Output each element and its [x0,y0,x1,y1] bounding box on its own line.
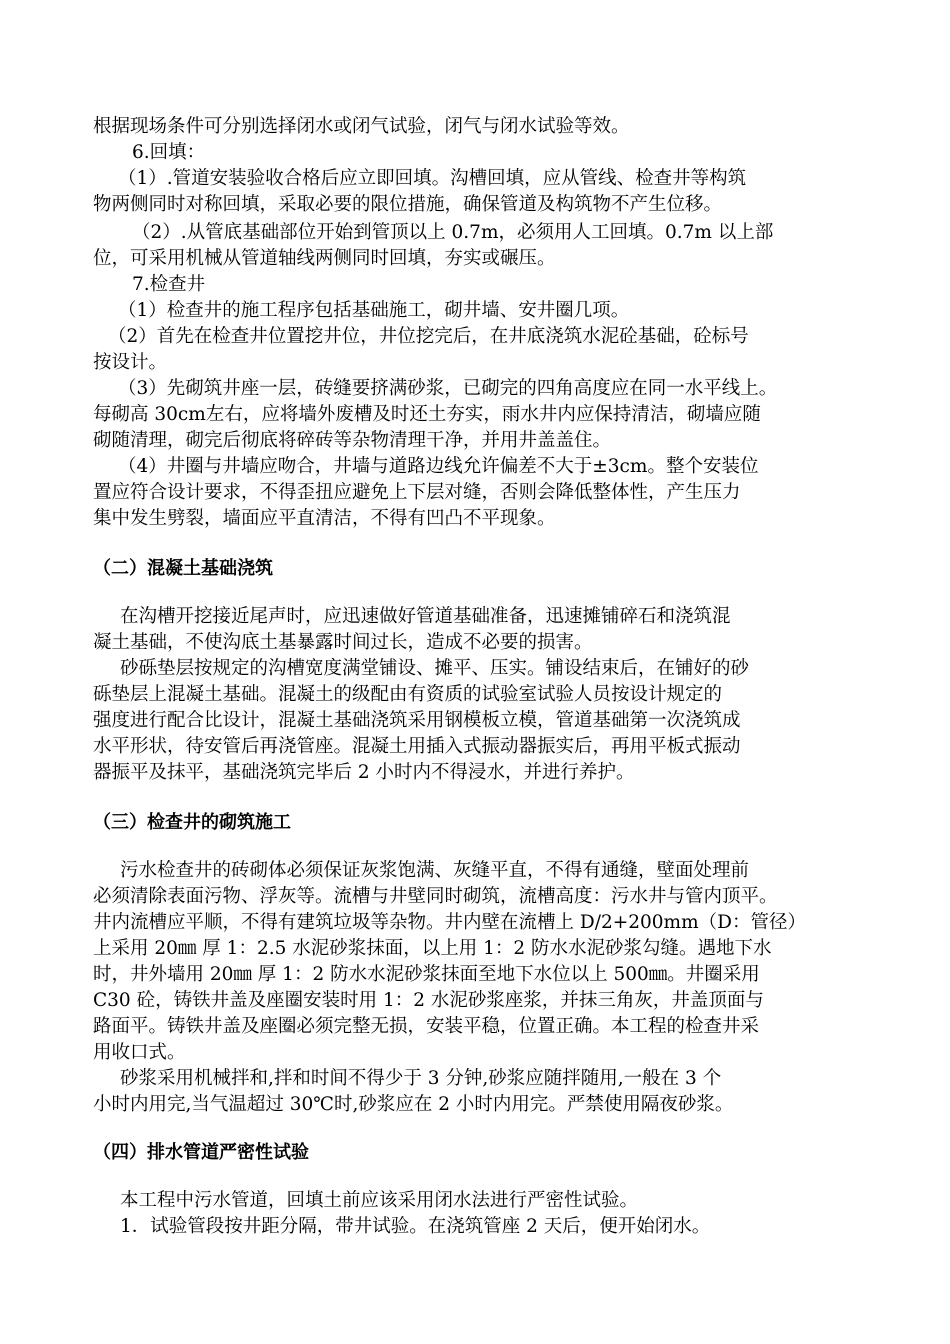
paragraph-line: （1）.管道安装验收合格后应立即回填。沟槽回填，应从管线、检查井等构筑 [118,168,747,189]
paragraph-line: 用收口式。 [93,1042,186,1063]
paragraph-line: 凝土基础，不使沟底土基暴露时间过长，造成不必要的损害。 [93,632,593,653]
paragraph-line: 砂砾垫层按规定的沟槽宽度满堂铺设、摊平、压实。铺设结束后，在铺好的砂 [120,658,750,679]
paragraph-line: （2）.从管底基础部位开始到管顶以上 0.7m，必须用人工回填。0.7m 以上部 [132,222,774,243]
paragraph-line: （4）井圈与井墙应吻合，井墙与道路边线允许偏差不大于±3cm。整个安装位 [118,456,759,477]
paragraph-line: 置应符合设计要求，不得歪扭应避免上下层对缝，否则会降低整体性，产生压力 [93,482,741,503]
paragraph-line: 根据现场条件可分别选择闭水或闭气试验，闭气与闭水试验等效。 [93,116,630,137]
paragraph-line: 按设计。 [93,352,168,373]
paragraph-line: C30 砼，铸铁井盖及座圈安装时用 1：2 水泥砂浆座浆，并抹三角灰，井盖顶面与 [93,990,764,1011]
paragraph-line: 器振平及抹平，基础浇筑完毕后 2 小时内不得浸水，并进行养护。 [93,762,635,783]
paragraph-line: （2）首先在检查井位置挖井位，井位挖完后，在井底浇筑水泥砼基础，砼标号 [108,326,749,347]
paragraph-line: 集中发生劈裂，墙面应平直清洁，不得有凹凸不平现象。 [93,508,556,529]
paragraph-line: 本工程中污水管道，回填土前应该采用闭水法进行严密性试验。 [120,1190,639,1211]
paragraph-line: 污水检查井的砖砌体必须保证灰浆饱满、灰缝平直，不得有通缝，壁面处理前 [120,860,750,881]
paragraph-line: 砾垫层上混凝土基础。混凝土的级配由有资质的试验室试验人员按设计规定的 [93,684,723,705]
paragraph-line: 位，可采用机械从管道轴线两侧同时回填，夯实或碾压。 [93,248,556,269]
paragraph-line: 砂浆采用机械拌和,拌和时间不得少于 3 分钟,砂浆应随拌随用,一般在 3 个 [120,1068,722,1089]
paragraph-line: 砌随清理，砌完后彻底将碎砖等杂物清理干净，并用井盖盖住。 [93,430,612,451]
heading-drainage-leak-test: （四）排水管道严密性试验 [93,1142,309,1163]
paragraph-line: 小时内用完,当气温超过 30℃时,砂浆应在 2 小时内用完。严禁使用隔夜砂浆。 [93,1094,734,1115]
heading-concrete-foundation: （二）混凝土基础浇筑 [93,558,273,579]
paragraph-line: （3）先砌筑井座一层，砖缝要挤满砂浆，已砌完的四角高度应在同一水平线上。 [118,378,778,399]
paragraph-line: 强度进行配合比设计，混凝土基础浇筑采用钢模板立模，管道基础第一次浇筑成 [93,710,741,731]
paragraph-line: 物两侧同时对称回填，采取必要的限位措施，确保管道及构筑物不产生位移。 [93,194,723,215]
paragraph-line: 时，井外墙用 20㎜ 厚 1：2 防水水泥砂浆抹面至地下水位以上 500㎜。井圈采用 [93,964,760,985]
heading-manhole-masonry: （三）检查井的砌筑施工 [93,812,291,833]
paragraph-line: 井内流槽应平顺，不得有建筑垃圾等杂物。井内壁在流槽上 D/2+200mm（D：管径） [93,912,806,933]
section-heading: 6.回填： [132,142,206,163]
paragraph-line: 路面平。铸铁井盖及座圈必须完整无损，安装平稳，位置正确。本工程的检查井采 [93,1016,760,1037]
paragraph-line: 每砌高 30cm左右，应将墙外废槽及时还土夯实，雨水井内应保持清洁，砌墙应随 [93,404,761,425]
paragraph-line: 上采用 20㎜ 厚 1：2.5 水泥砂浆抹面，以上用 1：2 防水水泥砂浆勾缝。遇地下水 [93,938,772,959]
paragraph-line: （1）检查井的施工程序包括基础施工，砌井墙、安井圈几项。 [118,300,630,321]
paragraph-line: 水平形状，待安管后再浇管座。混凝土用插入式振动器振实后，再用平板式振动 [93,736,741,757]
section-heading: 7.检查井 [132,274,206,295]
paragraph-line: 必须清除表面污物、浮灰等。流槽与井壁同时砌筑，流槽高度：污水井与管内顶平。 [93,886,778,907]
paragraph-line: 1．试验管段按井距分隔，带井试验。在浇筑管座 2 天后，便开始闭水。 [120,1216,711,1237]
paragraph-line: 在沟槽开挖接近尾声时，应迅速做好管道基础准备，迅速摊铺碎石和浇筑混 [120,606,731,627]
